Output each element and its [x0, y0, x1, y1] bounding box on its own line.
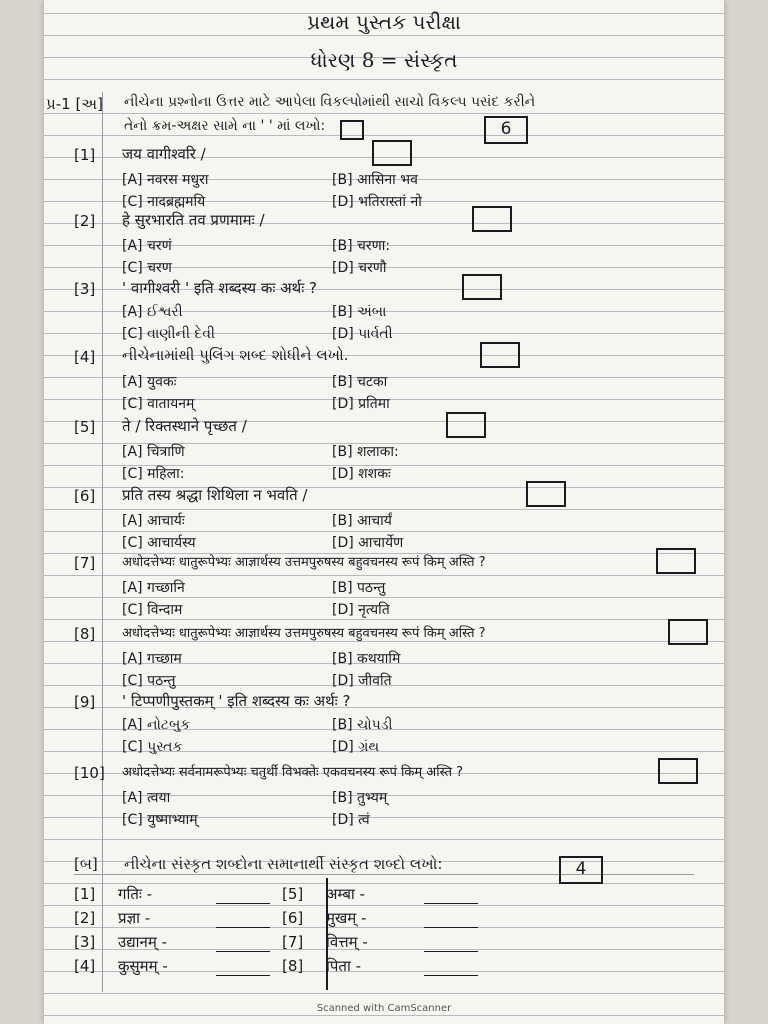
option-a: [A] નોટબુક	[122, 717, 191, 733]
question-text: ' वागीश्वरी ' इति शब्दस्य कः अर्थः ?	[122, 279, 317, 297]
synonym-item	[74, 932, 270, 952]
question-number: [6]	[74, 487, 96, 505]
option-a: [A] चरणं	[122, 238, 172, 254]
option-b: [B] कथयामि	[332, 651, 401, 667]
question-text: अधोदत्तेभ्यः धातुरूपेभ्यः आज्ञार्थस्य उत्तमपुरुषस्य बहुवचनस्य रूपं किम् अस्ति ?	[122, 555, 486, 570]
option-c: [C] नादब्रह्ममयि	[122, 194, 206, 210]
synonym-item-number: [1]	[74, 885, 96, 903]
question-number: [7]	[74, 554, 96, 572]
option-d: [D] प्रतिमा	[332, 396, 390, 412]
question-number: [1]	[74, 146, 96, 164]
question-text: નીચેનામાંથી પુલિંગ શબ્દ શોધીને લખો.	[122, 346, 349, 364]
section-b-marks: 4	[559, 856, 603, 884]
synonym-item-number: [3]	[74, 933, 96, 951]
answer-box[interactable]	[480, 342, 520, 368]
question-text: ' टिप्पणीपुस्तकम् ' इति शब्दस्य कः अर्थः ?	[122, 692, 351, 710]
option-b: [B] आसिना भव	[332, 172, 418, 188]
option-d: [D] नृत्यति	[332, 602, 390, 618]
question-text: अधोदत्तेभ्यः धातुरूपेभ्यः आज्ञार्थस्य उत्तमपुरुषस्य बहुवचनस्य रूपं किम् अस्ति ?	[122, 626, 486, 641]
option-d: [D] ગ્રંથ	[332, 739, 380, 755]
answer-box[interactable]	[656, 548, 696, 574]
option-b: [B] चटका	[332, 374, 388, 390]
option-c: [C] પુસ્તક	[122, 739, 183, 755]
synonym-answer-blank[interactable]	[216, 927, 270, 928]
synonym-item	[74, 956, 270, 976]
option-b: [B] અંબા	[332, 304, 387, 320]
option-d: [D] भतिरास्तां नो	[332, 194, 422, 210]
option-d: [D] शशकः	[332, 466, 391, 482]
synonym-item-word: पिता -	[326, 957, 362, 975]
option-a: [A] गच्छाम	[122, 651, 182, 667]
scanner-watermark: Scanned with CamScanner	[316, 1003, 452, 1014]
synonym-item	[282, 884, 478, 904]
exam-sheet	[44, 0, 724, 1024]
synonym-item-word: वित्तम् -	[326, 933, 368, 951]
synonym-item-number: [4]	[74, 957, 96, 975]
answer-box[interactable]	[658, 758, 698, 784]
synonym-item-word: कुसुमम् -	[118, 957, 168, 975]
synonym-item-word: गतिः -	[118, 885, 153, 903]
synonym-answer-blank[interactable]	[216, 975, 270, 976]
question-number: [8]	[74, 625, 96, 643]
option-d: [D] जीवति	[332, 673, 392, 689]
option-a: [A] गच्छानि	[122, 580, 185, 596]
synonym-item-number: [8]	[282, 957, 304, 975]
option-d: [D] आचार्येण	[332, 535, 404, 551]
synonym-item-word: प्रज्ञा -	[118, 909, 151, 927]
question-number: [2]	[74, 212, 96, 230]
synonym-item-number: [7]	[282, 933, 304, 951]
synonym-answer-blank[interactable]	[424, 975, 478, 976]
section-a-instruction-2: તેનો ક્રમ-અક્ષર સામે ના ' ' માં લખો:	[124, 118, 326, 134]
synonym-item-word: अम्बा -	[326, 885, 365, 903]
question-text: जय वागीश्वरि /	[122, 145, 206, 163]
answer-box[interactable]	[446, 412, 486, 438]
answer-box[interactable]	[462, 274, 502, 300]
question-text: प्रति तस्य श्रद्धा शिथिला न भवति /	[122, 486, 308, 504]
option-b: [B] चरणा:	[332, 238, 391, 254]
synonym-item	[74, 884, 270, 904]
exam-title: પ્રથમ પુસ્તક પરીક્ષા	[307, 10, 461, 34]
option-c: [C] चरण	[122, 260, 172, 276]
option-a: [A] चित्राणि	[122, 444, 185, 460]
synonym-answer-blank[interactable]	[424, 951, 478, 952]
answer-box[interactable]	[372, 140, 412, 166]
option-c: [C] વાણીની દેવી	[122, 326, 215, 342]
synonym-item-word: उद्यानम् -	[118, 933, 168, 951]
synonym-item	[74, 908, 270, 928]
option-a: [A] नवरस मधुरा	[122, 172, 209, 188]
option-d: [D] પાર્વતી	[332, 326, 393, 342]
synonym-item-number: [6]	[282, 909, 304, 927]
question-text: हे सुरभारति तव प्रणमामः /	[122, 211, 265, 229]
option-c: [C] आचार्यस्य	[122, 535, 196, 551]
exam-subtitle: ધોરણ 8 = સંસ્કૃત	[310, 48, 458, 72]
question-number: [10]	[74, 764, 105, 782]
margin-line	[102, 92, 103, 992]
option-b: [B] ચોપડી	[332, 717, 393, 733]
synonym-answer-blank[interactable]	[424, 927, 478, 928]
synonym-item-number: [5]	[282, 885, 304, 903]
question-text: अधोदत्तेभ्यः सर्वनामरूपेभ्यः चतुर्थी विभक्तेः एकवचनस्य रूपं किम् अस्ति ?	[122, 765, 464, 780]
option-b: [B] पठन्तु	[332, 580, 386, 596]
section-a-marks: 6	[484, 116, 528, 144]
option-a: [A] ઈશ્વરી	[122, 304, 183, 320]
option-b: [B] शलाका:	[332, 444, 399, 460]
option-c: [C] वातायनम्	[122, 396, 195, 412]
section-a-instruction-1: નીચેના પ્રશ્નોના ઉત્તર માટે આપેલા વિકલ્પોમાંથી સાચો વિકલ્પ પસંદ કરીને	[124, 94, 536, 110]
option-a: [A] आचार्यः	[122, 513, 185, 529]
question-text: ते / रिक्तस्थाने पृच्छत /	[122, 417, 247, 435]
answer-box-example	[340, 120, 364, 140]
question-number: [9]	[74, 693, 96, 711]
option-c: [C] महिला:	[122, 466, 185, 482]
synonym-item-word: मुखम् -	[326, 909, 367, 927]
answer-box[interactable]	[472, 206, 512, 232]
section-b-instruction: નીચેના સંસ્કૃત શબ્દોના સમાનાર્થી સંસ્કૃત શબ્દો લખો:	[124, 855, 443, 873]
question-number: [3]	[74, 280, 96, 298]
answer-box[interactable]	[668, 619, 708, 645]
question-number: [5]	[74, 418, 96, 436]
synonym-answer-blank[interactable]	[424, 903, 478, 904]
synonym-item	[282, 908, 478, 928]
option-b: [B] तुभ्यम्	[332, 790, 388, 806]
option-d: [D] त्वं	[332, 812, 370, 828]
synonym-item	[282, 932, 478, 952]
synonym-answer-blank[interactable]	[216, 903, 270, 904]
option-c: [C] युष्माभ्याम्	[122, 812, 198, 828]
answer-box[interactable]	[526, 481, 566, 507]
synonym-item	[282, 956, 478, 976]
option-c: [C] विन्दाम	[122, 602, 183, 618]
question-number: [4]	[74, 348, 96, 366]
option-a: [A] युवकः	[122, 374, 177, 390]
section-a-label: પ્ર-1 [અ]	[46, 95, 103, 113]
synonym-item-number: [2]	[74, 909, 96, 927]
option-a: [A] त्वया	[122, 790, 171, 806]
option-b: [B] आचार्यं	[332, 513, 392, 529]
option-d: [D] चरणौ	[332, 260, 387, 276]
option-c: [C] पठन्तु	[122, 673, 176, 689]
synonym-answer-blank[interactable]	[216, 951, 270, 952]
section-b-label: [બ]	[74, 855, 98, 873]
